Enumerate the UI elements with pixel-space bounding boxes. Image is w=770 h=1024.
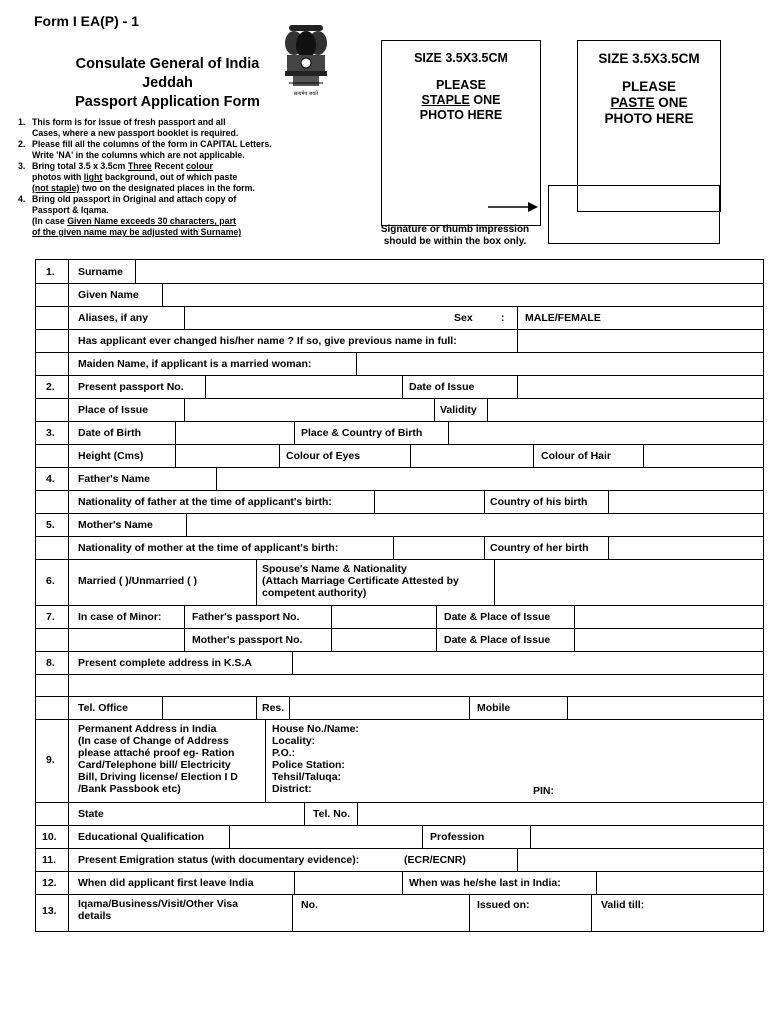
arrow-right-icon <box>488 200 538 214</box>
marital-status-options[interactable]: Married ( )/Unmarried ( ) <box>78 575 198 587</box>
row-number: 11. <box>42 854 57 866</box>
mother-name-label: Mother's Name <box>78 519 153 531</box>
mother-passport-issue-field[interactable] <box>575 628 763 651</box>
spouse-label: Spouse's Name & Nationality (Attach Marriage Certificate Attested by competent authority) <box>262 563 459 599</box>
emblem-caption: सत्यमेव जयते <box>293 91 319 97</box>
signature-box[interactable] <box>548 185 720 244</box>
pin-label: PIN: <box>533 785 554 797</box>
title-line-1: Consulate General of India <box>75 56 260 72</box>
father-country-field[interactable] <box>609 490 763 513</box>
father-name-field[interactable] <box>217 467 763 490</box>
maiden-name-label: Maiden Name, if applicant is a married woman: <box>78 358 312 370</box>
instruction-item: 4. Bring old passport in Original and attach copy of Passport & Iqama. (In case Given Name exceeds 30 characters, part of the given name may be adjusted with Surname) <box>18 194 242 237</box>
permanent-address-fields[interactable]: House No./Name: Locality: P.O.: Police Station: Tehsil/Taluqa: District: <box>272 723 359 795</box>
surname-label: Surname <box>78 266 123 278</box>
place-of-issue-field[interactable] <box>185 398 432 421</box>
tel-office-label: Tel. Office <box>78 702 128 714</box>
father-passport-issue-field[interactable] <box>575 605 763 628</box>
row-number: 5. <box>46 519 55 531</box>
previous-name-field[interactable] <box>518 329 763 352</box>
signature-note: Signature or thumb impression should be within the box only. <box>380 224 530 247</box>
ecr-options[interactable]: (ECR/ECNR) <box>404 854 466 866</box>
tel-no-field[interactable] <box>358 802 763 825</box>
photo-instruction: PASTE ONE <box>610 95 688 110</box>
education-label: Educational Qualification <box>78 831 205 843</box>
mother-nationality-label: Nationality of mother at the time of applicant's birth: <box>78 542 339 554</box>
sex-label: Sex <box>454 312 473 324</box>
title-line-2: Jeddah <box>142 75 193 91</box>
first-leave-label: When did applicant first leave India <box>78 877 254 889</box>
ksa-address-label: Present complete address in K.S.A <box>78 657 252 669</box>
first-leave-field[interactable] <box>295 871 401 894</box>
mother-nationality-field[interactable] <box>394 536 483 559</box>
instruction-item: 3. Bring total 3.5 x 3.5cm Three Recent colour photos with light background, out of which paste (not staple) two on the designated places in the form. <box>18 161 255 193</box>
valid-till-label[interactable]: Valid till: <box>601 899 645 911</box>
row-number: 10. <box>42 831 57 843</box>
height-field[interactable] <box>176 444 278 467</box>
place-country-birth-field[interactable] <box>449 421 763 444</box>
visa-no-label[interactable]: No. <box>301 899 318 911</box>
sex-value[interactable]: MALE/FEMALE <box>525 312 601 324</box>
tel-res-label: Res. <box>262 702 285 714</box>
photo-size-label: SIZE 3.5X3.5CM <box>414 51 508 65</box>
instruction-item: 1. This form is for issue of fresh passport and all Cases, where a new passport booklet is required. <box>18 117 239 138</box>
mother-passport-label: Mother's passport No. <box>192 634 303 646</box>
father-nationality-label: Nationality of father at the time of applicant's birth: <box>78 496 332 508</box>
ksa-address-field-line2[interactable] <box>69 674 763 696</box>
photo-size-label: SIZE 3.5X3.5CM <box>598 51 700 66</box>
place-country-birth-label: Place & Country of Birth <box>301 427 423 439</box>
ksa-address-field[interactable] <box>293 651 763 674</box>
father-passport-field[interactable] <box>332 605 436 628</box>
row-number: 7. <box>46 611 55 623</box>
last-in-india-field[interactable] <box>597 871 763 894</box>
photo-please: PLEASE <box>621 79 676 94</box>
last-in-india-label: When was he/she last in India: <box>409 877 561 889</box>
passport-no-field[interactable] <box>206 375 400 398</box>
form-id: Form I EA(P) - 1 <box>34 13 140 29</box>
row-number: 12. <box>42 877 57 889</box>
row-number: 2. <box>46 381 55 393</box>
aliases-label: Aliases, if any <box>78 312 149 324</box>
mobile-field[interactable] <box>568 696 763 719</box>
photo-here: PHOTO HERE <box>604 111 694 126</box>
emigration-field[interactable] <box>518 848 763 871</box>
spouse-field[interactable] <box>495 559 763 605</box>
father-nationality-field[interactable] <box>375 490 483 513</box>
eyes-label: Colour of Eyes <box>286 450 361 462</box>
given-name-label: Given Name <box>78 289 139 301</box>
photo-box-staple[interactable] <box>381 40 541 226</box>
row-number: 3. <box>46 427 55 439</box>
tel-res-field[interactable] <box>290 696 469 719</box>
iqama-visa-label: Iqama/Business/Visit/Other Visa details <box>78 898 239 922</box>
place-of-issue-label: Place of Issue <box>78 404 149 416</box>
sex-colon: : <box>501 312 505 324</box>
row-number: 6. <box>46 575 55 587</box>
photo-please: PLEASE <box>435 78 486 92</box>
photo-here: PHOTO HERE <box>419 108 503 122</box>
minor-label: In case of Minor: <box>78 611 162 623</box>
mother-country-label: Country of her birth <box>490 542 589 554</box>
title-line-3: Passport Application Form <box>75 94 260 110</box>
father-country-label: Country of his birth <box>490 496 588 508</box>
father-passport-label: Father's passport No. <box>192 611 300 623</box>
mobile-label: Mobile <box>477 702 511 714</box>
emigration-label: Present Emigration status (with documentary evidence): <box>78 854 360 866</box>
national-emblem-icon <box>279 23 333 105</box>
profession-field[interactable] <box>531 825 763 848</box>
row-number: 13. <box>42 905 57 917</box>
date-of-issue-field[interactable] <box>518 375 763 398</box>
state-label: State <box>78 808 104 820</box>
date-of-birth-label: Date of Birth <box>78 427 141 439</box>
row-number: 4. <box>46 473 55 485</box>
date-of-birth-field[interactable] <box>176 421 292 444</box>
tel-office-field[interactable] <box>163 696 256 719</box>
mother-passport-field[interactable] <box>332 628 436 651</box>
hair-field[interactable] <box>644 444 763 467</box>
maiden-name-field[interactable] <box>357 352 763 375</box>
father-passport-issue-label: Date & Place of Issue <box>444 611 551 623</box>
passport-no-label: Present passport No. <box>78 381 184 393</box>
photo-instruction: STAPLE ONE <box>421 93 501 107</box>
name-change-label: Has applicant ever changed his/her name ? If so, give previous name in full: <box>78 335 457 347</box>
issued-on-label[interactable]: Issued on: <box>477 899 530 911</box>
mother-name-field[interactable] <box>187 513 763 536</box>
father-name-label: Father's Name <box>78 473 150 485</box>
page-title <box>55 55 280 112</box>
validity-field[interactable] <box>488 398 763 421</box>
permanent-address-label: Permanent Address in India (In case of Change of Address please attaché proof eg- Ration Card/Telephone bill/ Electricity Bill, Driving license/ Election I D /Bank Passbook etc) <box>78 723 238 795</box>
date-of-issue-label: Date of Issue <box>409 381 475 393</box>
mother-passport-issue-label: Date & Place of Issue <box>444 634 551 646</box>
instructions-list <box>18 117 368 238</box>
mother-country-field[interactable] <box>609 536 763 559</box>
row-number: 1. <box>46 266 55 278</box>
application-form-table <box>35 259 764 932</box>
profession-label: Profession <box>430 831 485 843</box>
validity-label: Validity <box>440 404 477 416</box>
row-number: 9. <box>46 754 55 766</box>
row-number: 8. <box>46 657 55 669</box>
height-label: Height (Cms) <box>78 450 144 462</box>
hair-label: Colour of Hair <box>541 450 611 462</box>
eyes-field[interactable] <box>411 444 531 467</box>
tel-no-label: Tel. No. <box>313 808 351 820</box>
education-field[interactable] <box>230 825 421 848</box>
surname-field[interactable] <box>136 260 763 283</box>
instruction-item: 2. Please fill all the columns of the form in CAPITAL Letters. Write 'NA' in the columns which are not applicable. <box>18 139 272 160</box>
given-name-field[interactable] <box>163 283 763 306</box>
